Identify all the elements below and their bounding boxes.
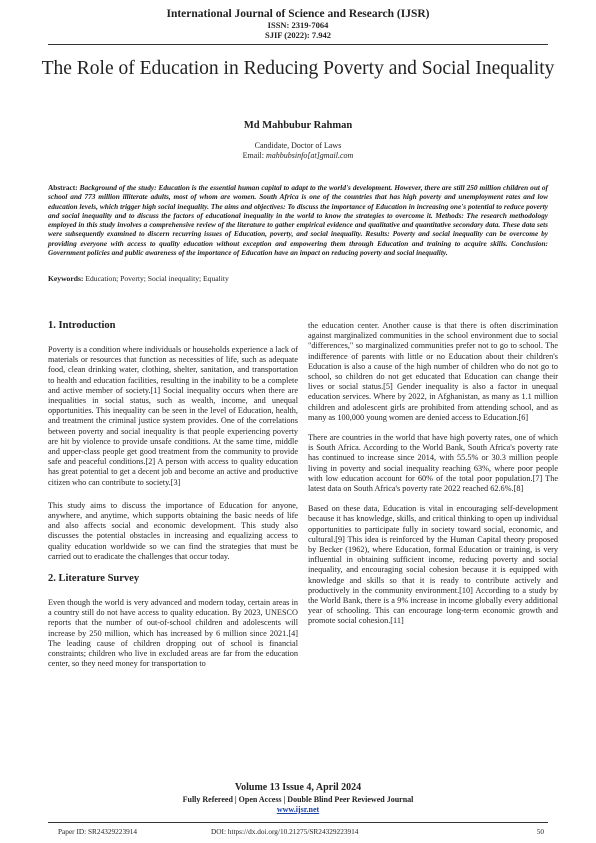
abstract-text: Background of the study: Education is the essential human capital to adapt to the world's development. However, there are still 250 million children out of school and 773 million illiterate adults, most of whom are women. South Africa is one of the countries that has high poverty and unemployment rates and low education levels, which trigger high social inequality. The aims and objectives: To discuss the importance of Education in increasing one's potential to reduce poverty and social inequality and to discuss the factors of educational inequality in the world to know the strategies to overcome it. Methods: The research methodology employed in this study involves a comprehensive review of the literature to gather empirical evidence and qualitative and quantitative secondary data. These data sets were subsequently examined to discern recurring issues of Education, poverty, and social inequality. Results: Poverty and social inequality can be overcome by providing everyone with access to quality education without exception and empowering them through Education and training to acquire skills. Conclusion: Government policies and public awareness of the importance of Education have an impact on reducing poverty and social inequality. — [48, 183, 548, 257]
author-email — [0, 151, 596, 161]
keywords-label: Keywords: — [48, 274, 84, 283]
journal-name: International Journal of Science and Research (IJSR) — [166, 8, 430, 20]
keywords — [48, 274, 548, 284]
page-number: 50 — [536, 827, 544, 836]
paragraph: This study aims to discuss the importance of Education for anyone, anywhere, and anytime, which supports obtaining the basic needs of life and also affects social and economic development. This study also discusses the potential obstacles in increasing and equalizing access to quality education worldwide so we can find the strategies that must be carried out to eradicate the challenges that occur today. — [48, 500, 298, 561]
author-block — [0, 119, 596, 161]
footer-divider — [48, 822, 548, 823]
email-address[interactable]: mahbubsinfo[at]gmail.com — [265, 151, 354, 160]
abstract — [48, 183, 548, 257]
issn: ISSN: 2319-7064 — [267, 20, 329, 30]
author-role: Candidate, Doctor of Laws — [254, 141, 342, 150]
review-statement: Fully Refereed | Open Access | Double Blind Peer Reviewed Journal — [182, 795, 414, 804]
email-label: Email: — [242, 151, 264, 160]
abstract-label: Abstract: — [48, 183, 78, 192]
paragraph: the education center. Another cause is that there is often discrimination against marginalized communities in the school environment due to social "differences," so marginalized communities prefer not to go to school. The indifference of parents with little or no Education about their children's Education is also a cause of the high number of children who do not go to school, so children do not get educated that Education can change their lives or social status.[5] Gender inequality is also a factor in unequal education services. Where by 2022, in Afghanistan, as many as 1.1 million children and adolescent girls are prohibited from attending school, and as many as 100,000 young women are denied access to Education.[6] — [308, 321, 558, 422]
paragraph: Even though the world is very advanced and modern today, certain areas in a country still do not have access to quality education. By 2023, UNESCO reports that the number of out-of-school children and adolescents will increase by 250 million, which has increased by 6 million since 2021.[4] The leading cause of children dropping out of school is financial constraints; children who live in excluded areas are far from the education center, so they need money for transportation to — [48, 598, 298, 669]
doi-link[interactable]: DOI: https://dx.doi.org/10.21275/SR24329223914 — [211, 827, 359, 836]
sjif-impact-factor: SJIF (2022): 7.942 — [264, 30, 332, 40]
section-heading-introduction: 1. Introduction — [48, 320, 116, 331]
paper-title: The Role of Education in Reducing Poverty and Social Inequality — [41, 58, 555, 79]
header-divider — [48, 44, 548, 45]
volume-issue: Volume 13 Issue 4, April 2024 — [234, 782, 362, 793]
journal-header — [0, 8, 596, 40]
left-column — [48, 319, 298, 679]
section-heading-literature-survey: 2. Literature Survey — [48, 573, 140, 585]
journal-website-link[interactable]: www.ijsr.net — [276, 805, 320, 814]
right-column — [308, 321, 558, 637]
paragraph: There are countries in the world that have high poverty rates, one of which is South Africa. According to the World Bank, South Africa's poverty rate has continued to increase since 2014, with 55.5% or 30.3 million people living in poverty and social inequality reaching 63%, where poor people with low education account for 60% of the total poor population.[7] The latest data on South Africa's poverty rate 2022 reached 62.6%.[8] — [308, 433, 558, 494]
paragraph: Based on these data, Education is vital in encouraging self-development because it has knowledge, skills, and critical thinking to open up individual opportunities to participate fully in society toward social, economic, and cultural.[9] This idea is reinforced by the Human Capital theory proposed by Becker (1962), where Education, formal Education or training, is very influential in obtaining sufficient income, reducing poverty and social inequality, and encouraging social cohesion because it is equipped with knowledge and skills so that it is ready to contribute actively and productively in the community environment.[10] According to a study by the World Bank, there is a 9% increase in income globally every additional year of schooling. This can encourage long-term economic growth and promote social cohesion.[11] — [308, 504, 558, 626]
paragraph: Poverty is a condition where individuals or households experience a lack of materials or resources that function as necessities of life, such as adequate food, clean drinking water, clothing, shelter, sanitation, and transportation to health and education facilities, resulting in the inability to be a complete and active member of society.[1] Social inequality occurs when there are inequalities in social status, such as wealth, income, and unequal opportunities. This inequality can be seen in the level of Education, health, and treatment the criminal justice system provides. One of the correlations between poverty and social inequality is that people experiencing poverty are hit by violence to provide unsafe conditions. At the same time, middle and upper-class people get good treatment from the community to provide safe and peaceful conditions.[2] A person with access to quality education has great potential to get a decent job and become an active and productive citizen who can contribute to society.[3] — [48, 345, 298, 487]
paper-id: Paper ID: SR24329223914 — [58, 827, 138, 836]
keywords-text: Education; Poverty; Social inequality; Equality — [85, 274, 229, 283]
author-name: Md Mahbubur Rahman — [243, 120, 353, 131]
journal-footer — [0, 782, 596, 815]
